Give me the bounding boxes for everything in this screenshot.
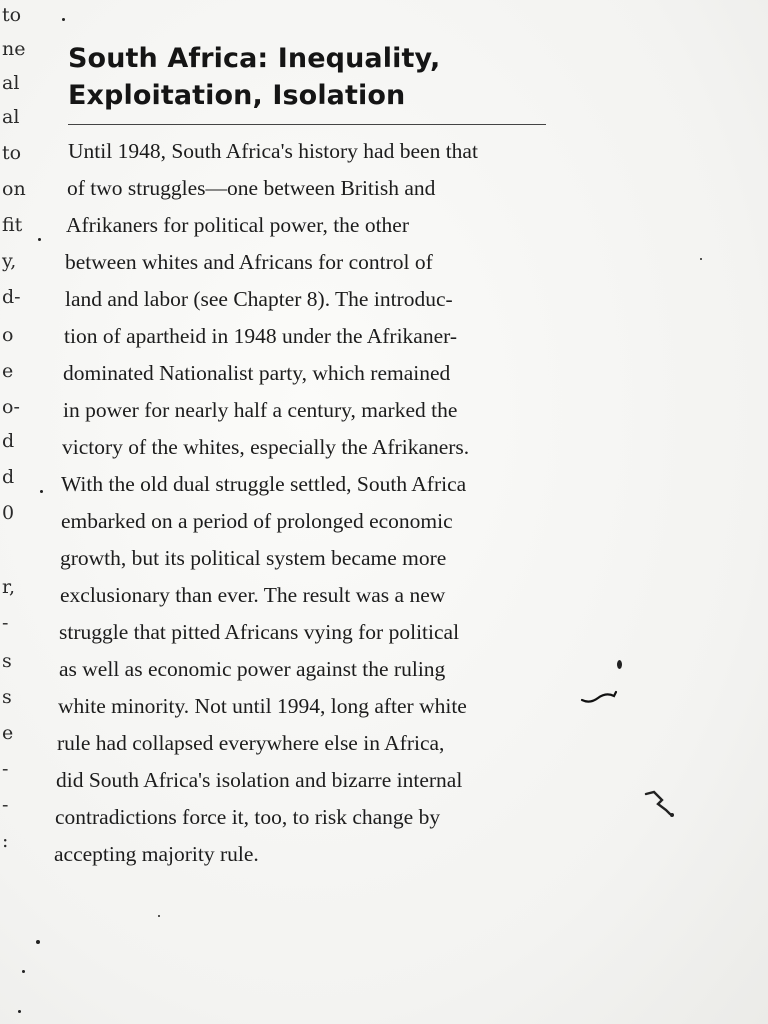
text-line: as well as economic power against the ruling xyxy=(59,657,446,681)
text-line: white minority. Not until 1994, long after white xyxy=(58,694,467,718)
text-line: victory of the whites, especially the Afrikaners. xyxy=(62,435,470,459)
margin-fragment: - xyxy=(2,758,9,780)
margin-fragment: d- xyxy=(2,286,21,308)
margin-fragment: fit xyxy=(2,214,23,236)
text-line: exclusionary than ever. The result was a new xyxy=(60,583,446,607)
margin-fragment: d xyxy=(2,430,15,452)
text-line: between whites and Africans for control of xyxy=(65,250,433,274)
text-line: Until 1948, South Africa's history had been that xyxy=(68,139,478,163)
ink-mark xyxy=(617,660,622,669)
margin-fragment: y, xyxy=(2,250,17,272)
text-line: With the old dual struggle settled, South Africa xyxy=(61,472,467,496)
text-line: did South Africa's isolation and bizarre internal xyxy=(56,768,463,792)
scan-speck xyxy=(700,258,702,260)
text-line: rule had collapsed everywhere else in Africa, xyxy=(57,731,445,755)
margin-fragment: o- xyxy=(2,396,20,418)
margin-fragment: al xyxy=(2,72,20,94)
margin-fragment: d xyxy=(2,466,15,488)
margin-fragment: to xyxy=(2,142,22,164)
margin-fragment: e xyxy=(2,722,14,744)
section-heading xyxy=(68,40,612,114)
margin-fragment: o xyxy=(2,324,14,346)
scan-speck xyxy=(18,1010,21,1013)
margin-fragment: ne xyxy=(2,38,26,60)
text-line: accepting majority rule. xyxy=(54,842,259,866)
text-line: embarked on a period of prolonged economic xyxy=(61,509,453,533)
margin-fragment: - xyxy=(2,794,9,816)
margin-fragment: al xyxy=(2,106,20,128)
text-line: tion of apartheid in 1948 under the Afrikaner- xyxy=(64,324,458,348)
margin-fragment: on xyxy=(2,178,26,200)
scan-speck xyxy=(38,238,41,241)
text-line: dominated Nationalist party, which remained xyxy=(63,361,451,385)
text-line: of two struggles—one between British and xyxy=(67,176,436,200)
scan-speck xyxy=(158,915,160,917)
scan-speck xyxy=(22,970,25,973)
handwritten-scribble xyxy=(580,686,620,708)
margin-fragment: - xyxy=(2,612,9,634)
scan-speck xyxy=(40,490,43,493)
margin-fragment: r, xyxy=(2,576,16,598)
margin-fragment: e xyxy=(2,360,14,382)
text-line: Afrikaners for political power, the other xyxy=(66,213,410,237)
scan-speck xyxy=(36,940,40,944)
margin-fragment: 0 xyxy=(2,502,15,524)
margin-fragment: to xyxy=(2,4,22,26)
text-line: land and labor (see Chapter 8). The introduc- xyxy=(65,287,453,311)
article-section xyxy=(52,30,612,873)
text-line: contradictions force it, too, to risk change by xyxy=(55,805,441,829)
heading-line-1: South Africa: Inequality, xyxy=(68,43,441,74)
margin-fragment: s xyxy=(2,686,12,708)
scan-speck xyxy=(62,18,65,21)
heading-rule xyxy=(68,124,546,125)
heading-line-2: Exploitation, Isolation xyxy=(68,80,406,111)
margin-fragment: s xyxy=(2,650,12,672)
previous-column-fragments xyxy=(0,0,40,1024)
text-line: struggle that pitted Africans vying for political xyxy=(59,620,460,644)
pen-annotation-mark xyxy=(640,788,680,822)
article-paragraph xyxy=(52,133,612,873)
text-line: in power for nearly half a century, marked the xyxy=(63,398,458,422)
margin-fragment: : xyxy=(2,830,9,852)
text-line: growth, but its political system became more xyxy=(60,546,447,570)
